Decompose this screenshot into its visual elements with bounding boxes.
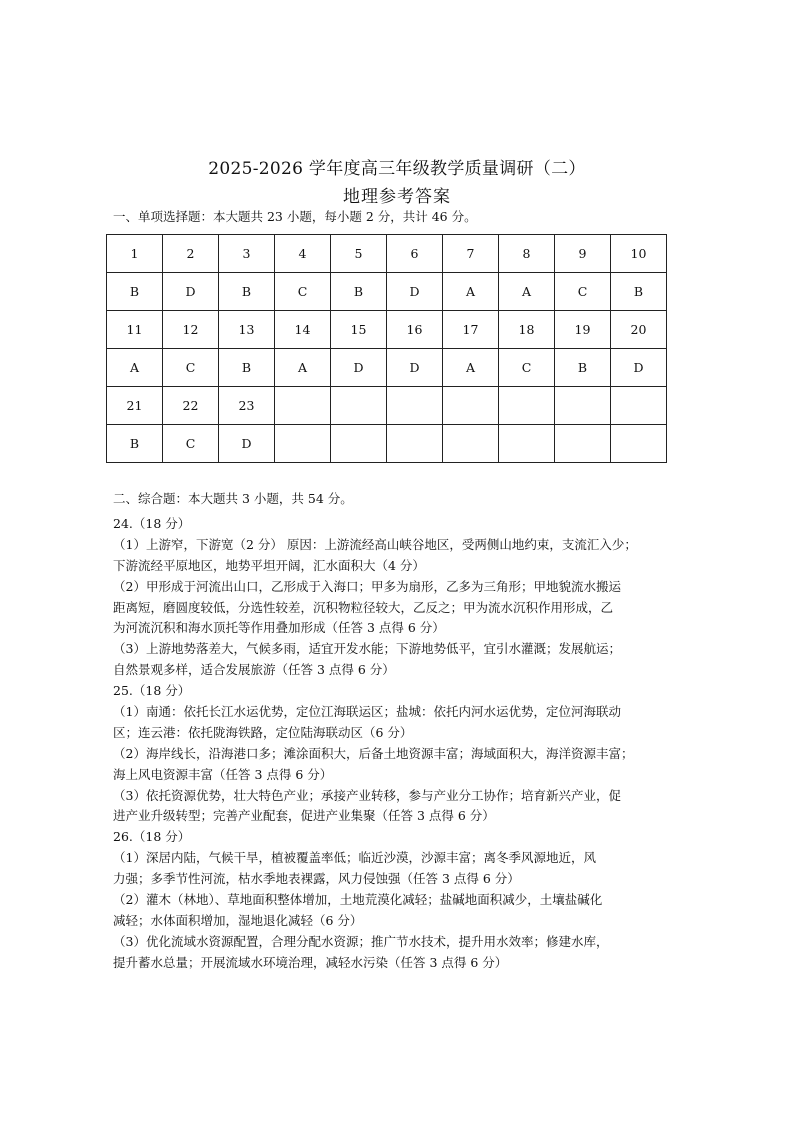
answer-text-line: （2）海岸线长，沿海港口多；滩涂面积大，后备土地资源丰富；海域面积大，海洋资源丰富； [113,745,634,761]
question-number-cell [387,387,443,425]
answer-cell: B [107,425,163,463]
answer-cell [555,425,611,463]
answer-cell: B [219,349,275,387]
question-number-cell: 9 [555,235,611,273]
answer-text-line: （1）南通：依托长江水运优势，定位江海联运区；盐城：依托内河水运优势，定位河海联动 [113,704,621,720]
question-number-cell: 12 [163,311,219,349]
answer-cell: D [219,425,275,463]
answer-text-line: 26.（18 分） [113,829,191,845]
answer-text-line: 区；连云港：依托陇海铁路，定位陆海联动区（6 分） [113,724,413,740]
question-number-cell: 11 [107,311,163,349]
question-number-cell [443,387,499,425]
answer-text-line: 24.（18 分） [113,516,191,531]
question-number-cell: 4 [275,235,331,273]
question-number-cell: 5 [331,235,387,273]
answer-cell [331,425,387,463]
answer-text-line: 减轻；水体面积增加，湿地退化减轻（6 分） [113,912,363,928]
answer-text-line: 力强；多季节性河流，枯水季地表裸露，风力侵蚀强（任答 3 点得 6 分） [113,871,520,887]
section-1-heading: 一、单项选择题：本大题共 23 小题，每小题 2 分，共计 46 分。 [113,209,477,224]
answer-text-line: 距离短，磨圆度较低，分选性较差，沉积物粒径较大，乙反之；甲为流水沉积作用形成，乙 [113,599,614,615]
answer-cell [611,425,667,463]
document-subtitle: 地理参考答案 [343,187,451,207]
answer-text-line: （3）上游地势落差大，气候多雨，适宜开发水能；下游地势低平，宜引水灌溉；发展航运； [113,641,621,657]
question-number-cell: 23 [219,387,275,425]
question-number-cell: 15 [331,311,387,349]
question-number-cell: 10 [611,235,667,273]
answer-cell: A [443,273,499,311]
answer-cell: C [163,425,219,463]
answer-text-line: （1）上游窄，下游宽（2 分） 原因：上游流经高山峡谷地区，受两侧山地约束，支流汇入少； [113,536,637,552]
question-number-cell: 19 [555,311,611,349]
question-number-row [107,387,667,425]
answer-cell [275,425,331,463]
question-number-cell [331,387,387,425]
answer-cell: B [555,349,611,387]
answer-text-line: （2）甲形成于河流出山口，乙形成于入海口；甲多为扇形，乙多为三角形；甲地貌流水搬运 [113,578,621,594]
answer-text-line: 海上风电资源丰富（任答 3 点得 6 分） [113,766,333,782]
answer-cell: A [499,273,555,311]
answer-row [107,349,667,387]
answer-cell: B [107,273,163,311]
answer-cell: C [275,273,331,311]
document-title: 2025-2026 学年度高三年级教学质量调研（二） [208,159,586,179]
answer-text-line: （1）深居内陆，气候干旱，植被覆盖率低；临近沙漠，沙源丰富；离冬季风源地近，风 [113,850,596,866]
section-2-content [113,514,683,974]
answer-cell: A [443,349,499,387]
question-number-cell: 16 [387,311,443,349]
answer-text-line: 自然景观多样，适合发展旅游（任答 3 点得 6 分） [113,662,395,678]
answer-cell: B [611,273,667,311]
answer-cell: B [331,273,387,311]
answer-cell: D [387,273,443,311]
answer-cell: C [499,349,555,387]
question-number-cell: 1 [107,235,163,273]
answer-table [106,234,667,463]
question-number-row [107,235,667,273]
answer-cell: D [611,349,667,387]
question-number-cell: 6 [387,235,443,273]
answer-row [107,425,667,463]
answer-text-line: （3）依托资源优势，壮大特色产业；承接产业转移，参与产业分工协作；培育新兴产业，促 [113,787,621,803]
question-number-cell: 20 [611,311,667,349]
question-number-cell: 14 [275,311,331,349]
answer-text-line: 进产业升级转型；完善产业配套，促进产业集聚（任答 3 点得 6 分） [113,808,495,824]
answer-cell: D [163,273,219,311]
answer-text-line: （2）灌木（林地）、草地面积整体增加，土地荒漠化减轻；盐碱地面积减少，土壤盐碱化 [113,892,603,908]
question-number-cell: 2 [163,235,219,273]
answer-cell: C [163,349,219,387]
question-number-cell: 17 [443,311,499,349]
question-number-cell: 13 [219,311,275,349]
answer-cell: A [275,349,331,387]
question-number-cell: 7 [443,235,499,273]
answer-text-line: 提升蓄水总量；开展流域水环境治理，减轻水污染（任答 3 点得 6 分） [113,954,508,970]
answer-cell: C [555,273,611,311]
answer-text-line: （3）优化流域水资源配置，合理分配水资源；推广节水技术，提升用水效率；修建水库， [113,933,609,949]
question-number-cell: 3 [219,235,275,273]
question-number-cell: 8 [499,235,555,273]
answer-text-line: 为河流沉积和海水顶托等作用叠加形成（任答 3 点得 6 分） [113,620,445,636]
answer-cell [499,425,555,463]
answer-cell: D [387,349,443,387]
question-number-cell: 22 [163,387,219,425]
question-number-cell: 21 [107,387,163,425]
question-number-cell [275,387,331,425]
answer-text-line: 25.（18 分） [113,683,191,699]
question-number-cell [611,387,667,425]
section-2-heading: 二、综合题：本大题共 3 小题，共 54 分。 [113,491,353,506]
question-number-cell: 18 [499,311,555,349]
answer-row [107,273,667,311]
answer-text-line: 下游流经平原地区，地势平坦开阔，汇水面积大（4 分） [113,557,425,573]
answer-cell [387,425,443,463]
answer-cell [443,425,499,463]
answer-cell: A [107,349,163,387]
answer-cell: D [331,349,387,387]
question-number-row [107,311,667,349]
answer-cell: B [219,273,275,311]
question-number-cell [555,387,611,425]
question-number-cell [499,387,555,425]
